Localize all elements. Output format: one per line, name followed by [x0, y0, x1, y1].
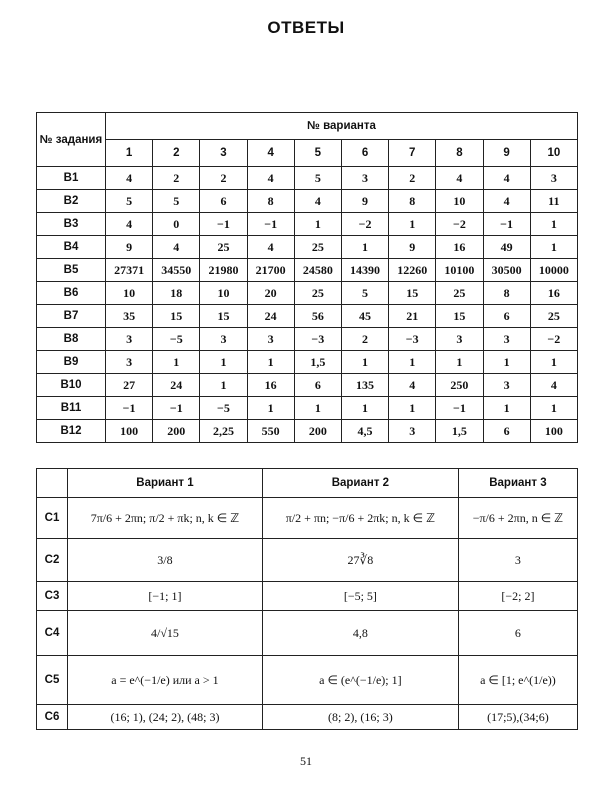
- answer-cell: 6: [294, 374, 341, 397]
- variant-column-header: 9: [483, 140, 530, 167]
- task-label: B2: [37, 190, 106, 213]
- table-row: [37, 397, 578, 420]
- answer-cell: [−2; 2]: [458, 582, 577, 611]
- answer-cell: [−5; 5]: [262, 582, 458, 611]
- table-row: [37, 374, 578, 397]
- answer-cell: 6: [200, 190, 247, 213]
- answer-cell: 4,8: [262, 611, 458, 656]
- answer-cell: −2: [341, 213, 388, 236]
- answer-cell: 15: [389, 282, 436, 305]
- answer-cell: 0: [153, 213, 200, 236]
- answer-cell: −1: [436, 397, 483, 420]
- answer-cell: 20: [247, 282, 294, 305]
- answer-cell: (16; 1), (24; 2), (48; 3): [68, 705, 263, 730]
- task-label: B6: [37, 282, 106, 305]
- variant-column-header: 7: [389, 140, 436, 167]
- answer-cell: 15: [436, 305, 483, 328]
- variant-column-header: 3: [200, 140, 247, 167]
- task-label: C1: [37, 498, 68, 539]
- answer-cell: 550: [247, 420, 294, 443]
- answer-cell: 250: [436, 374, 483, 397]
- variant-column-header: 2: [153, 140, 200, 167]
- answer-cell: 25: [530, 305, 577, 328]
- corner-cell: [37, 469, 68, 498]
- answer-cell: −1: [483, 213, 530, 236]
- variant-column-header: 10: [530, 140, 577, 167]
- answer-cell: −5: [153, 328, 200, 351]
- page-title: ОТВЕТЫ: [267, 18, 345, 37]
- answer-cell: 1: [294, 397, 341, 420]
- page-number: 51: [300, 754, 312, 768]
- table-row: [37, 656, 578, 705]
- variant-number-header: № варианта: [106, 113, 578, 140]
- answer-cell: 2: [200, 167, 247, 190]
- answer-cell: 27371: [106, 259, 153, 282]
- answer-cell: 3: [106, 328, 153, 351]
- answer-cell: a ∈ [1; e^(1/e)): [458, 656, 577, 705]
- task-label: B11: [37, 397, 106, 420]
- table-row: [37, 282, 578, 305]
- answer-cell: 4: [483, 167, 530, 190]
- task-label: C5: [37, 656, 68, 705]
- answer-cell: −5: [200, 397, 247, 420]
- answer-cell: 4: [247, 167, 294, 190]
- answer-cell: 24580: [294, 259, 341, 282]
- table-row: [37, 351, 578, 374]
- answer-cell: 3: [483, 328, 530, 351]
- answer-cell: 16: [436, 236, 483, 259]
- table-row: [37, 611, 578, 656]
- answer-cell: 25: [436, 282, 483, 305]
- answer-cell: 10: [106, 282, 153, 305]
- answer-cell: 1: [341, 351, 388, 374]
- task-number-header: № задания: [37, 113, 106, 167]
- answer-cell: 3: [200, 328, 247, 351]
- answer-cell: 21: [389, 305, 436, 328]
- answer-cell: 3: [389, 420, 436, 443]
- task-label: B8: [37, 328, 106, 351]
- table-row: [37, 259, 578, 282]
- answer-cell: 3: [530, 167, 577, 190]
- table-row: [37, 498, 578, 539]
- answer-cell: 1: [247, 397, 294, 420]
- answer-cell: −1: [153, 397, 200, 420]
- answer-cell: 2: [389, 167, 436, 190]
- table-row: [37, 582, 578, 611]
- answer-cell: 1: [389, 397, 436, 420]
- task-label: B10: [37, 374, 106, 397]
- answer-cell: 5: [153, 190, 200, 213]
- answer-cell: 45: [341, 305, 388, 328]
- answer-cell: 9: [341, 190, 388, 213]
- answer-cell: 3: [483, 374, 530, 397]
- answer-cell: 1: [200, 351, 247, 374]
- answer-cell: π/2 + πn; −π/6 + 2πk; n, k ∈ ℤ: [262, 498, 458, 539]
- answer-cell: (8; 2), (16; 3): [262, 705, 458, 730]
- answer-cell: 15: [200, 305, 247, 328]
- table-row: [37, 305, 578, 328]
- variant-header: Вариант 2: [262, 469, 458, 498]
- answer-cell: 4/√15: [68, 611, 263, 656]
- task-label: C6: [37, 705, 68, 730]
- table-row: [37, 328, 578, 351]
- table-row: [37, 167, 578, 190]
- answer-cell: 200: [294, 420, 341, 443]
- answer-cell: 10100: [436, 259, 483, 282]
- answer-cell: −π/6 + 2πn, n ∈ ℤ: [458, 498, 577, 539]
- answer-cell: 1: [294, 213, 341, 236]
- answer-cell: 27: [106, 374, 153, 397]
- answer-cell: 5: [341, 282, 388, 305]
- answer-cell: 12260: [389, 259, 436, 282]
- answer-cell: 16: [247, 374, 294, 397]
- answer-cell: 6: [458, 611, 577, 656]
- answer-cell: 4: [106, 213, 153, 236]
- answer-cell: −3: [389, 328, 436, 351]
- task-label: B4: [37, 236, 106, 259]
- answer-cell: 4: [436, 167, 483, 190]
- table-row: [37, 539, 578, 582]
- answer-cell: 27∛8: [262, 539, 458, 582]
- answer-cell: 200: [153, 420, 200, 443]
- answer-cell: 1: [341, 397, 388, 420]
- answer-cell: 1: [530, 213, 577, 236]
- answer-cell: 4: [294, 190, 341, 213]
- answer-cell: 100: [530, 420, 577, 443]
- table-row: [37, 705, 578, 730]
- answer-cell: 4,5: [341, 420, 388, 443]
- answer-cell: 4: [247, 236, 294, 259]
- answer-cell: 4: [106, 167, 153, 190]
- table-row: [37, 420, 578, 443]
- table-row: [37, 213, 578, 236]
- answer-cell: −3: [294, 328, 341, 351]
- answer-cell: 1: [389, 213, 436, 236]
- answer-cell: 10000: [530, 259, 577, 282]
- task-label: B7: [37, 305, 106, 328]
- variant-column-header: 5: [294, 140, 341, 167]
- answer-cell: 9: [389, 236, 436, 259]
- answer-cell: 2: [341, 328, 388, 351]
- answer-cell: 1: [483, 351, 530, 374]
- answer-cell: 24: [247, 305, 294, 328]
- answer-cell: 3: [106, 351, 153, 374]
- answer-cell: 10: [200, 282, 247, 305]
- answer-cell: 4: [483, 190, 530, 213]
- answer-cell: 1: [389, 351, 436, 374]
- answer-cell: 8: [247, 190, 294, 213]
- answer-cell: 18: [153, 282, 200, 305]
- answer-cell: 34550: [153, 259, 200, 282]
- answer-cell: 3: [458, 539, 577, 582]
- answer-cell: 21980: [200, 259, 247, 282]
- answer-cell: 2: [153, 167, 200, 190]
- answer-cell: 9: [106, 236, 153, 259]
- answer-cell: 10: [436, 190, 483, 213]
- answer-cell: 1: [200, 374, 247, 397]
- answer-cell: 15: [153, 305, 200, 328]
- answer-cell: 16: [530, 282, 577, 305]
- answer-cell: 7π/6 + 2πn; π/2 + πk; n, k ∈ ℤ: [68, 498, 263, 539]
- task-label: C2: [37, 539, 68, 582]
- answer-cell: 3/8: [68, 539, 263, 582]
- answer-cell: −2: [436, 213, 483, 236]
- answer-cell: 2,25: [200, 420, 247, 443]
- variant-column-header: 8: [436, 140, 483, 167]
- answer-cell: 1,5: [294, 351, 341, 374]
- answer-cell: 6: [483, 420, 530, 443]
- task-label: B12: [37, 420, 106, 443]
- answer-cell: 1: [153, 351, 200, 374]
- answer-cell: 4: [389, 374, 436, 397]
- answer-cell: 4: [153, 236, 200, 259]
- answer-cell: 24: [153, 374, 200, 397]
- task-label: B1: [37, 167, 106, 190]
- task-label: B9: [37, 351, 106, 374]
- answer-cell: 56: [294, 305, 341, 328]
- answers-table-c: [36, 468, 578, 730]
- answer-cell: a ∈ (e^(−1/e); 1]: [262, 656, 458, 705]
- answer-cell: [−1; 1]: [68, 582, 263, 611]
- answer-cell: 25: [294, 282, 341, 305]
- answer-cell: 25: [294, 236, 341, 259]
- answer-cell: 5: [106, 190, 153, 213]
- answer-cell: 8: [483, 282, 530, 305]
- answer-cell: 11: [530, 190, 577, 213]
- answer-cell: 49: [483, 236, 530, 259]
- task-label: C4: [37, 611, 68, 656]
- answer-cell: 6: [483, 305, 530, 328]
- variant-header: Вариант 1: [68, 469, 263, 498]
- answer-cell: 1: [247, 351, 294, 374]
- answer-cell: 3: [247, 328, 294, 351]
- answer-cell: (17;5),(34;6): [458, 705, 577, 730]
- variant-column-header: 6: [341, 140, 388, 167]
- answer-cell: 4: [530, 374, 577, 397]
- variant-header: Вариант 3: [458, 469, 577, 498]
- answer-cell: 30500: [483, 259, 530, 282]
- answer-cell: 1: [530, 351, 577, 374]
- answer-cell: 8: [389, 190, 436, 213]
- answer-cell: 1: [483, 397, 530, 420]
- answers-table-b: [36, 112, 578, 443]
- answer-cell: 21700: [247, 259, 294, 282]
- answer-cell: −1: [200, 213, 247, 236]
- task-label: C3: [37, 582, 68, 611]
- answer-cell: 100: [106, 420, 153, 443]
- answer-cell: 5: [294, 167, 341, 190]
- answer-cell: 1: [530, 397, 577, 420]
- answer-cell: 25: [200, 236, 247, 259]
- answer-cell: −2: [530, 328, 577, 351]
- answer-cell: 35: [106, 305, 153, 328]
- table-row: [37, 190, 578, 213]
- answer-cell: 3: [436, 328, 483, 351]
- answer-cell: 3: [341, 167, 388, 190]
- variant-column-header: 1: [106, 140, 153, 167]
- answer-cell: −1: [247, 213, 294, 236]
- answer-cell: 135: [341, 374, 388, 397]
- task-label: B5: [37, 259, 106, 282]
- answer-cell: 1: [341, 236, 388, 259]
- answer-cell: −1: [106, 397, 153, 420]
- task-label: B3: [37, 213, 106, 236]
- answer-cell: a = e^(−1/e) или a > 1: [68, 656, 263, 705]
- table-row: [37, 236, 578, 259]
- answer-cell: 1: [530, 236, 577, 259]
- answer-cell: 1: [436, 351, 483, 374]
- answer-cell: 14390: [341, 259, 388, 282]
- answer-cell: 1,5: [436, 420, 483, 443]
- variant-column-header: 4: [247, 140, 294, 167]
